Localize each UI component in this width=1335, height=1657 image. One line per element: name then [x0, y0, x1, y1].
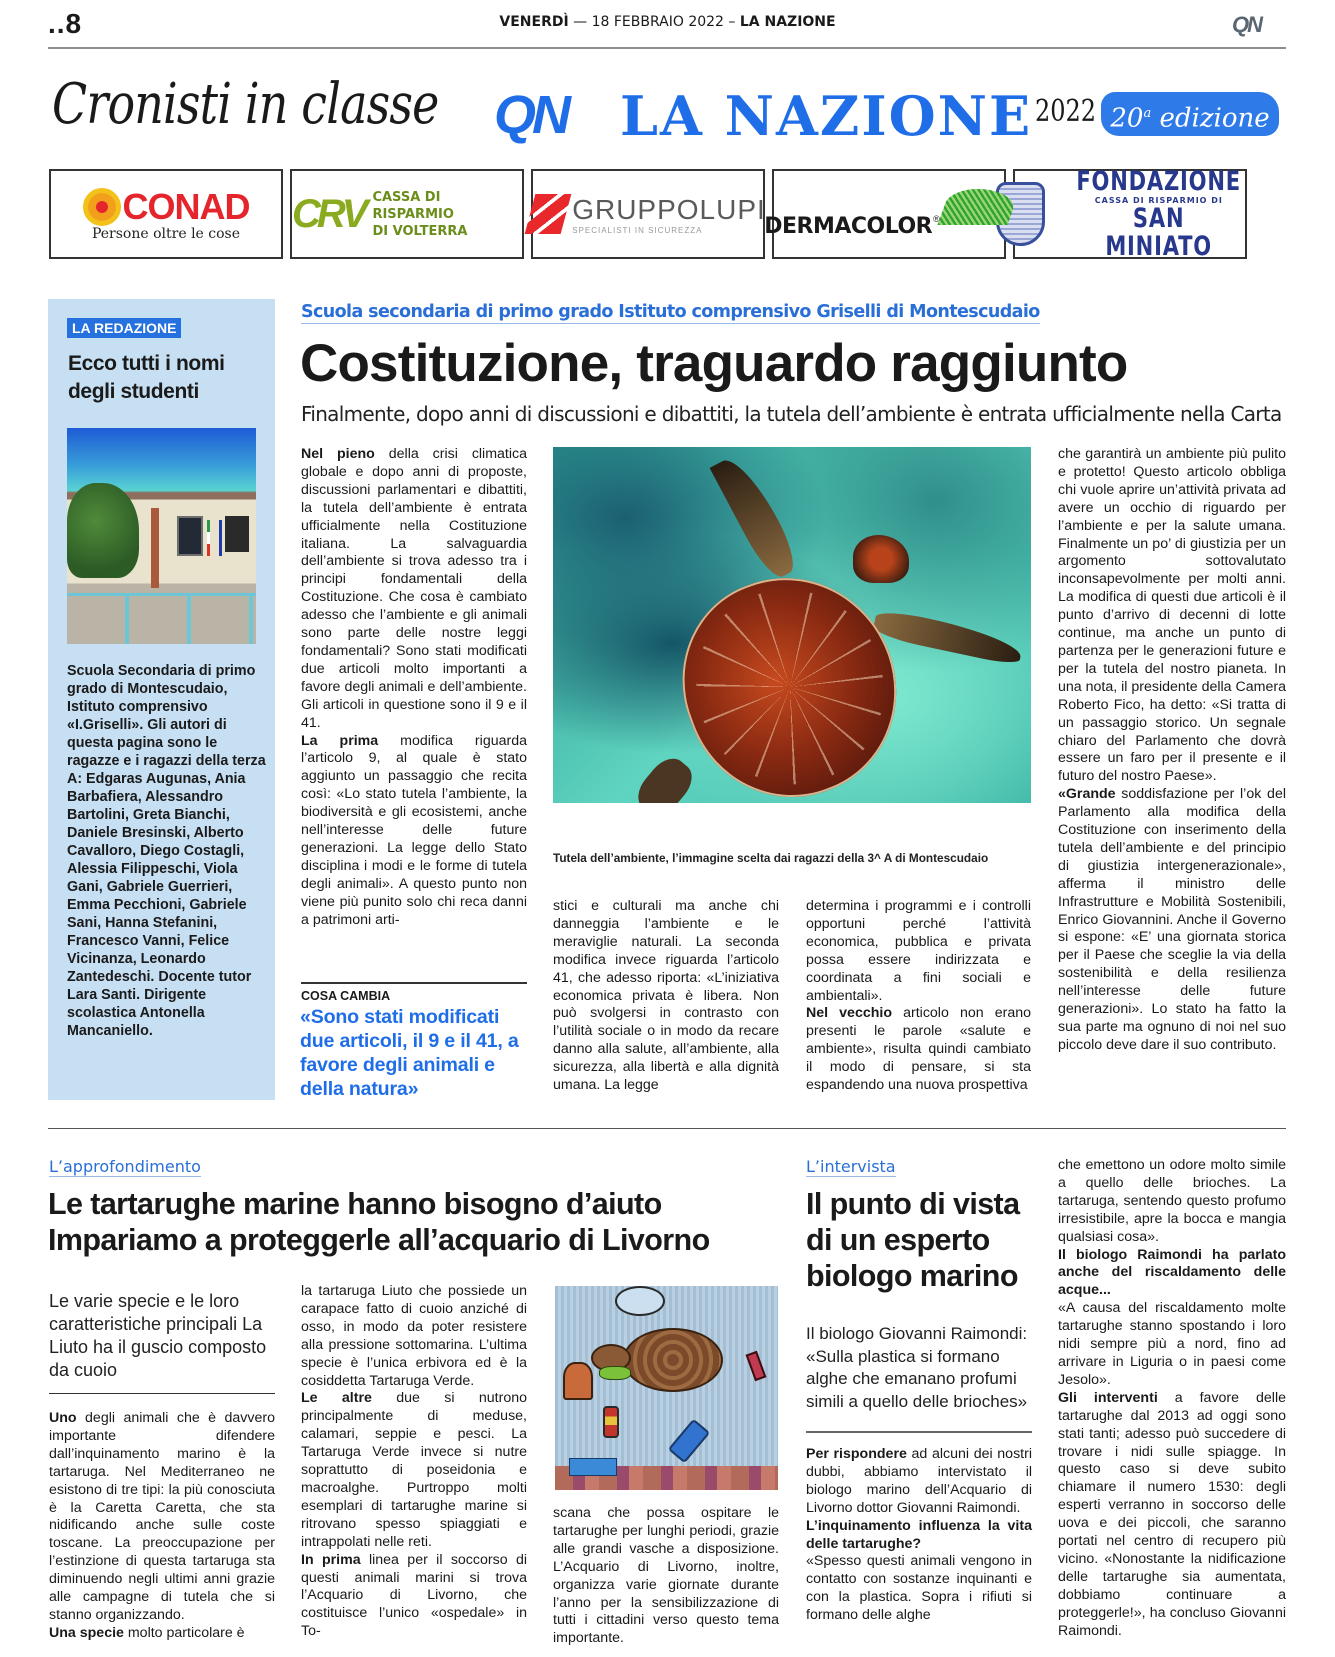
paragraph-text: che garantirà un ambiente più pulito e protetto! Questo articolo obbliga chi vuole aprire un’attività privata ad avere un occhio di riguardo per l’ambiente e per la salute umana. Finalmente un po’ di giustizia per un argomento sottovalutato inconsapevolmente per molti anni. La modifica di questi due articoli è il punto d’arrivo di decenni di lotte continue, ma anche un punto di partenza per le generazioni future e per la tutela del nostro pianeta. In una nota, il presidente della Camera Roberto Fico, ha detto: «Si tratta di un passaggio storico. Un segnale chiaro del Parlamento che dovrà essere un faro per il presente e il futuro del nostro Paese».	[1058, 446, 1286, 785]
paragraph	[1058, 786, 1286, 1055]
article-column-3	[806, 898, 1031, 1095]
interview-summary: Il biologo Giovanni Raimondi: «Sulla plastica si formano alghe che emanano profumi simili a quello delle brioches»	[806, 1324, 1028, 1411]
newspaper-logo: LA NAZIONE	[620, 84, 1033, 148]
second-column-2	[301, 1283, 527, 1641]
paragraph-lead: La prima	[301, 732, 379, 749]
section-divider	[48, 1128, 1286, 1129]
second-summary: Le varie specie e le loro caratteristiche principali La Liuto ha il guscio composto da cuoio	[49, 1291, 267, 1380]
paragraph-text: la tartaruga Liuto che possiede un carapace fatto di cuoio anziché di osso, in modo da poter resistere alla pressione sottomarina. L’ultima specie è l’unica erbivora ed è la cosiddetta Tartaruga Verde.	[301, 1283, 527, 1389]
can-shape	[603, 1406, 619, 1438]
question-text: L’inquinamento influenza la vita delle tartarughe?	[806, 1517, 1032, 1552]
paragraph-text: stici e culturali ma anche chi danneggia l’ambiente e le meraviglie naturali. La seconda modifica invece riguarda l’articolo 41, che adesso riporta: «L’iniziativa economica privata è libera. Non può svolgersi in contrasto con l’utilità sociale o in modo da recare danno alla salute, all’ambiente, alla sicurezza, alla libertà e alla dignità umana. La legge	[553, 898, 779, 1094]
paragraph	[301, 1390, 527, 1551]
paragraph-lead: Una specie	[49, 1624, 124, 1641]
paragraph-lead: «Grande	[1058, 786, 1116, 803]
turtle-shell-shape	[654, 548, 927, 803]
flipper-shape	[630, 751, 699, 803]
article-headline: Costituzione, traguardo raggiunto	[300, 334, 1128, 393]
turtle-drawing	[555, 1286, 778, 1490]
window-shape	[225, 516, 249, 552]
paragraph-text: «Spesso questi animali vengono in contatto con sostanze inquinanti e con la plastica. Sopra i rifiuti si formano delle alghe	[806, 1553, 1032, 1624]
qn-logo-small: QN	[1232, 12, 1261, 37]
summary-rule	[49, 1393, 275, 1394]
paragraph	[1058, 1157, 1286, 1247]
conad-flower-icon	[83, 188, 121, 226]
crv-line1: CASSA DI RISPARMIO	[372, 189, 454, 222]
page-number: ..8	[48, 8, 83, 39]
interview-kicker: L’intervista	[806, 1157, 896, 1176]
paragraph	[1058, 1390, 1286, 1641]
second-kicker: L’approfondimento	[49, 1157, 201, 1176]
drawn-turtle-shell	[623, 1328, 723, 1392]
interview-column-2	[1058, 1157, 1286, 1640]
paragraph-lead: Per rispondere	[806, 1446, 907, 1462]
fondazione-line2: CASSA DI RISPARMIO DI	[1094, 195, 1223, 205]
paragraph	[49, 1410, 275, 1625]
crv-line2: DI VOLTERRA	[372, 223, 468, 239]
paragraph	[1058, 446, 1286, 786]
paragraph-text: ad alcuni dei nostri dubbi, abbiamo intervistato il biologo marino dell’Acquario di Livorno dottor Giovanni Raimondi.	[806, 1446, 1032, 1516]
second-column-3	[553, 1505, 779, 1648]
paragraph-lead: Gli interventi	[1058, 1389, 1158, 1406]
window-shape	[177, 516, 203, 556]
second-headline-line2: Impariamo a proteggerle all’acquario di Livorno	[48, 1223, 710, 1257]
fondazione-line3: SAN MINIATO	[1105, 202, 1213, 262]
sponsor-fondazione	[1013, 165, 1247, 262]
paragraph-lead: In prima	[301, 1551, 361, 1568]
pillar-shape	[151, 508, 159, 588]
paragraph-text: che emettono un odore molto simile a quello delle brioches. La tartaruga, sentendo questo profumo irresistibile, apre la bocca e mangia qualsiasi cosa».	[1058, 1157, 1286, 1245]
paragraph	[806, 1553, 1032, 1625]
cup-shape	[746, 1351, 767, 1381]
summary-rule	[806, 1431, 1032, 1433]
sidebar-lead: Scuola	[67, 663, 114, 679]
paragraph-text: a favore delle tartarughe dal 2013 ad oggi sono stati tanti; adesso può succedere di trovare i nidi sulle spiagge. In questo caso si deve subito chiamare il numero 1530: degli esperti verranno in soccorso delle uova e dei piccoli, che saranno portati nel centro di recupero più vicino. «Nonostante la nidificazione delle tartarughe sia aumentata, dobbiamo continuare a proteggerle!», ha concluso Giovanni Raimondi.	[1058, 1389, 1287, 1639]
italian-flag-icon	[207, 520, 210, 556]
tree-shape	[67, 483, 139, 578]
article-column-4	[1058, 446, 1286, 1055]
paragraph	[301, 733, 527, 930]
paragraph	[49, 1625, 275, 1643]
sponsor-dermacolor	[764, 169, 1006, 259]
paragraph-text: molto particolare è	[123, 1624, 245, 1641]
box-rule	[301, 982, 527, 984]
second-headline	[48, 1186, 710, 1258]
paragraph-text: «A causa del riscaldamento molte tartarughe stanno spostando i loro nidi sempre più a nord, fino ad arrivare in Liguria o in paesi come Jesolo».	[1058, 1300, 1286, 1388]
paragraph-text: due si nutrono principalmente di meduse, calamari, seppie e pesci. La Tartaruga Verde invece si nutre soprattutto di poseidonia e macroalghe. Purtroppo molti esemplari di tartarughe marine si ritrovano spesso spiaggiati e intrappolati nelle reti.	[301, 1390, 527, 1550]
fish-shape	[569, 1458, 617, 1476]
sponsor-conad	[49, 169, 283, 259]
flipper-shape	[710, 451, 803, 583]
fondazione-line1: FONDAZIONE	[1076, 165, 1242, 197]
article-kicker: Scuola secondaria di primo grado Istituto comprensivo Griselli di Montescudaio	[301, 302, 1040, 322]
dateline	[0, 14, 1335, 30]
edition-label: edizione	[1159, 103, 1270, 134]
paragraph	[806, 1005, 1031, 1095]
header-rule	[48, 47, 1286, 49]
pull-quote: «Sono stati modificati due articoli, il 9 e il 41, a favore degli animali e della natura»	[300, 1006, 519, 1100]
sidebar-title: Ecco tutti i nomi degli studenti	[68, 352, 225, 403]
gate-shape	[67, 593, 256, 644]
paragraph-text: determina i programmi e i controlli opportuni perché l’attività economica, pubblica e privata possa essere indirizzata e coordinata a fini sociali e ambientali».	[806, 898, 1031, 1004]
paragraph-text: della crisi climatica globale e dopo anni di proposte, discussioni parlamentari e dibattiti, la tutela dell’ambiente è entrata ufficialmente nella Costituzione italiana. La salvaguardia dell’ambiente si trova adesso tra i principi fondamentali della Costituzione. Che cosa è cambiato adesso che l’ambiente e gli animali sono parte delle nostre leggi fondamentali? Sono stati modificati due articoli molto importanti a favore degli animali e dell’ambiente. Gli articoli in questione sono il 9 e il 41.	[301, 446, 527, 731]
edition-badge	[1101, 92, 1279, 136]
conad-tagline: Persone oltre le cose	[91, 226, 241, 242]
eu-flag-icon	[219, 520, 222, 556]
school-photo	[67, 428, 256, 644]
sponsor-gruppolupi	[531, 169, 765, 259]
qn-logo: QN	[494, 85, 567, 145]
paragraph-lead: Le altre	[301, 1390, 372, 1407]
sponsor-crv	[290, 169, 524, 259]
plastic-bag-shape	[563, 1362, 593, 1400]
dateline-date: 18 FEBBRAIO 2022	[591, 14, 724, 30]
article-subheadline: Finalmente, dopo anni di discussioni e dibattiti, la tutela dell’ambiente è entrata ufficialmente nella Carta	[301, 402, 1282, 426]
paragraph-text: modifica riguarda l’articolo 9, al quale è stato aggiunto un passaggio che recita così: «Lo stato tutela l’ambiente, la biodiversità e gli ecosistemi, anche nell’interesse delle future generazioni. La legge dello Stato disciplina i modi e le forme di tutela degli animali». A questo punto non viene più punito solo chi reca danni a patrimoni arti-	[301, 732, 527, 928]
question-text: Il biologo Raimondi ha parlato anche del riscaldamento delle acque...	[1058, 1246, 1286, 1299]
paragraph	[553, 1505, 779, 1648]
paragraph-text: soddisfazione per l’ok del Parlamento alla modifica della Costituzione con inserimento della tutela dell’ambiente e del principio di giustizia intergenerazionale», afferma il ministro delle Infrastrutture e Mobilità Sostenibili, Enrico Giovannini. Anche il Governo si espone: «E’ una giornata storica per il Paese che sceglie la via della sostenibilità e della resilienza nell’interesse delle future generazioni». Lo stato ha fatto la sua parte ma ognuno di noi nel suo piccolo deve dare il suo contributo.	[1058, 786, 1286, 1053]
paragraph-text: degli animali che è davvero importante difendere dall’inquinamento marino è la tartaruga. Nel Mediterraneo ne esistono di tre tipi: la più conosciuta è la Caretta Caretta, che sta nidificando anche sulle coste toscane. La preoccupazione per l’estinzione di questa tartaruga sta diminuendo negli ultimi anni grazie alle campagne di tutela che si stanno organizzando.	[49, 1410, 275, 1623]
drawn-turtle-jaw	[599, 1366, 631, 1380]
thought-bubble-shape	[615, 1286, 665, 1316]
paragraph	[301, 446, 527, 733]
bottle-shape	[668, 1419, 711, 1464]
paragraph-lead: Uno	[49, 1410, 77, 1426]
second-headline-line1: Le tartarughe marine hanno bisogno d’aiuto	[48, 1187, 662, 1221]
flipper-shape	[872, 608, 1025, 667]
paragraph	[1058, 1300, 1286, 1390]
second-column-1	[49, 1410, 275, 1643]
question	[806, 1518, 1032, 1554]
photo-caption: Tutela dell’ambiente, l’immagine scelta dai ragazzi della 3^ A di Montescudaio	[553, 851, 989, 865]
sidebar-badge: LA REDAZIONE	[67, 318, 181, 338]
interview-headline: Il punto di vista di un esperto biologo marino	[806, 1187, 1020, 1293]
sidebar-text: Secondaria di primo grado di Montescudaio, Istituto comprensivo «I.Griselli». Gli autori di questa pagina sono le ragazze e i ragazzi della terza A: Edgaras Augunas, Ania Barbafiera, Alessandro Bartolini, Greta Bianchi, Daniele Bresinski, Alberto Cavalloro, Diego Costagli, Alessia Filippeschi, Viola Gani, Gabriele Guerrieri, Emma Pecchioni, Gabriele Sani, Hanna Stefanini, Francesco Vanni, Felice Vicinanza, Leonardo Zantedeschi. Docente tutor Lara Santi. Dirigente scolastica Antonella Mancaniello.	[67, 663, 266, 1039]
paragraph	[806, 1446, 1032, 1518]
paragraph-lead: Nel pieno	[301, 446, 375, 462]
paragraph-lead: Nel vecchio	[806, 1005, 893, 1022]
lupi-wordmark: GRUPPOLUPI	[572, 193, 766, 225]
box-label: COSA CAMBIA	[301, 989, 391, 1003]
masthead-year: 2022	[1035, 94, 1097, 129]
paragraph-text: scana che possa ospitare le tartarughe per lunghi periodi, grazie alle grandi vasche a disposizione. L’Acquario di Livorno, inoltre, organizza varie giornate durante l’anno per la sensibilizzazione di tutti i cittadini verso questo tema importante.	[553, 1505, 779, 1647]
section-title: Cronisti in classe	[52, 72, 439, 137]
paragraph	[806, 898, 1031, 1005]
dermacolor-wordmark: DERMACOLOR	[764, 214, 933, 239]
article-column-1	[301, 446, 527, 929]
registered-mark: ®	[933, 214, 940, 224]
sea-turtle-photo	[553, 447, 1031, 803]
lupi-tagline: SPECIALISTI IN SICUREZZA	[572, 225, 703, 235]
lupi-claw-icon	[525, 194, 572, 234]
article-column-2	[553, 898, 779, 1095]
paragraph	[301, 1283, 527, 1390]
question	[1058, 1247, 1286, 1301]
sidebar-body	[67, 662, 267, 1040]
dateline-newspaper: LA NAZIONE	[739, 14, 836, 30]
crv-mark-icon: CRV	[292, 191, 365, 236]
paragraph-text: linea per il soccorso di questi animali marini si trova l’Acquario di Livorno, che costituisce l’unico «ospedale» in To-	[301, 1551, 527, 1640]
edition-suffix: a	[1143, 106, 1152, 121]
conad-wordmark: CONAD	[122, 186, 250, 227]
dateline-sep: —	[573, 14, 592, 30]
turtle-head-shape	[853, 535, 909, 583]
paragraph-text: articolo non erano presenti le parole «salute e ambiente», risulta quindi cambiato il modo di pensare, si sta espandendo una nuova prospettiva	[806, 1005, 1031, 1094]
interview-column-1	[806, 1446, 1032, 1625]
dateline-weekday: VENERDÌ	[499, 14, 569, 30]
edition-number: 20	[1110, 103, 1144, 134]
paragraph	[301, 1552, 527, 1642]
dateline-sep: –	[728, 14, 740, 30]
paragraph	[553, 898, 779, 1095]
